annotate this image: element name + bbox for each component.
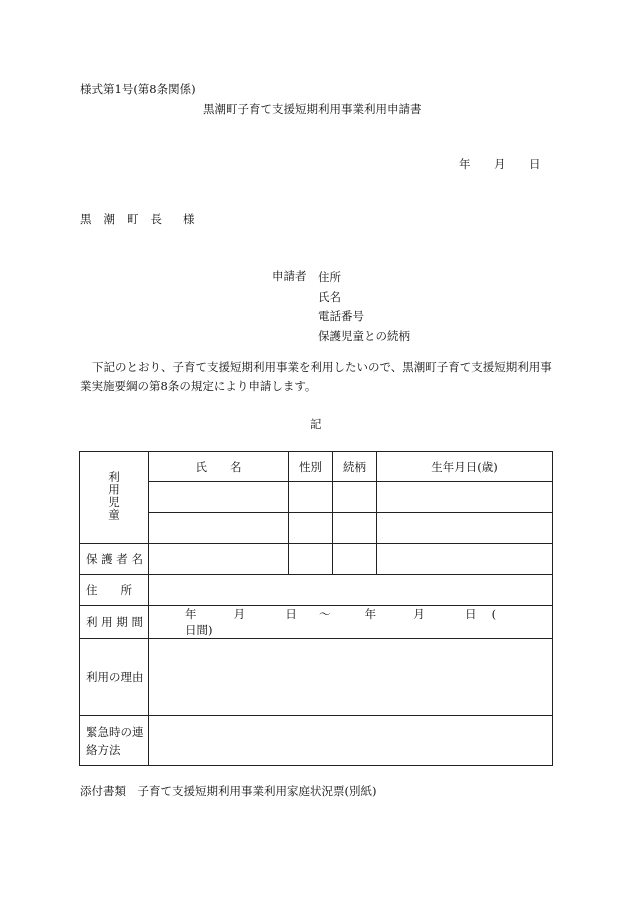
applicant-fields [318, 268, 410, 346]
applicant-field-phone: 電話番号 [318, 309, 364, 323]
child2-sex-field[interactable] [289, 513, 333, 544]
period-open-paren: ( [491, 607, 497, 621]
applicant-field-name: 氏名 [318, 289, 341, 304]
body-paragraph: 下記のとおり、子育て支援短期利用事業を利用したいので、黒潮町子育て支援短期利用事業実施要綱の第8条の規定により申請します。 [80, 360, 552, 393]
child2-birth-field[interactable] [377, 513, 553, 544]
period-tilde: ～ [318, 607, 331, 621]
applicant-field-address: 住所 [318, 270, 341, 284]
child1-name-field[interactable] [149, 482, 289, 513]
attachment-note: 添付書類 子育て支援短期利用事業利用家庭状況票(別紙) [80, 784, 377, 798]
period-days: 日間) [185, 623, 213, 637]
application-table [79, 451, 553, 766]
document-title: 黒潮町子育て支援短期利用事業利用申請書 [203, 102, 422, 116]
form-number: 様式第1号(第8条関係) [80, 82, 196, 96]
period-label: 利 用 期 間 [80, 606, 149, 639]
header-relation: 続柄 [333, 452, 377, 482]
child1-sex-field[interactable] [289, 482, 333, 513]
period-month1: 月 [233, 607, 246, 621]
child-label-cell [80, 452, 149, 544]
child1-birth-field[interactable] [377, 482, 553, 513]
emergency-field[interactable] [149, 716, 553, 766]
period-day1: 日 [285, 607, 297, 621]
period-day2: 日 [464, 607, 477, 621]
child2-relation-field[interactable] [333, 513, 377, 544]
date-day-label: 日 [529, 157, 541, 171]
reason-field[interactable] [149, 639, 553, 716]
address-label: 住 所 [80, 575, 149, 606]
addressee-honorific: 様 [183, 212, 195, 226]
addressee-name: 黒潮町長 [80, 212, 174, 226]
header-birth: 生年月日(歳) [377, 452, 553, 482]
child1-relation-field[interactable] [333, 482, 377, 513]
header-name: 氏 名 [149, 452, 289, 482]
header-sex: 性別 [289, 452, 333, 482]
applicant-field-relation: 保護児童との続柄 [318, 328, 410, 343]
date-year-label: 年 [459, 157, 471, 171]
ki-heading: 記 [310, 417, 322, 431]
guardian-name-field[interactable] [149, 544, 289, 575]
date-month-label: 月 [494, 157, 506, 171]
reason-label: 利用の理由 [80, 639, 149, 716]
period-month2: 月 [413, 607, 425, 621]
child-label: 利用児童 [107, 471, 121, 521]
address-field[interactable] [149, 575, 553, 606]
emergency-label: 緊急時の連絡方法 [80, 716, 149, 766]
guardian-sex-field[interactable] [289, 544, 333, 575]
child2-name-field[interactable] [149, 513, 289, 544]
period-year2: 年 [364, 607, 377, 621]
period-year1: 年 [185, 607, 197, 621]
guardian-birth-field[interactable] [377, 544, 553, 575]
applicant-label: 申請者 [272, 269, 307, 283]
guardian-relation-field[interactable] [333, 544, 377, 575]
guardian-label: 保 護 者 名 [80, 544, 149, 575]
period-field[interactable] [149, 606, 553, 639]
